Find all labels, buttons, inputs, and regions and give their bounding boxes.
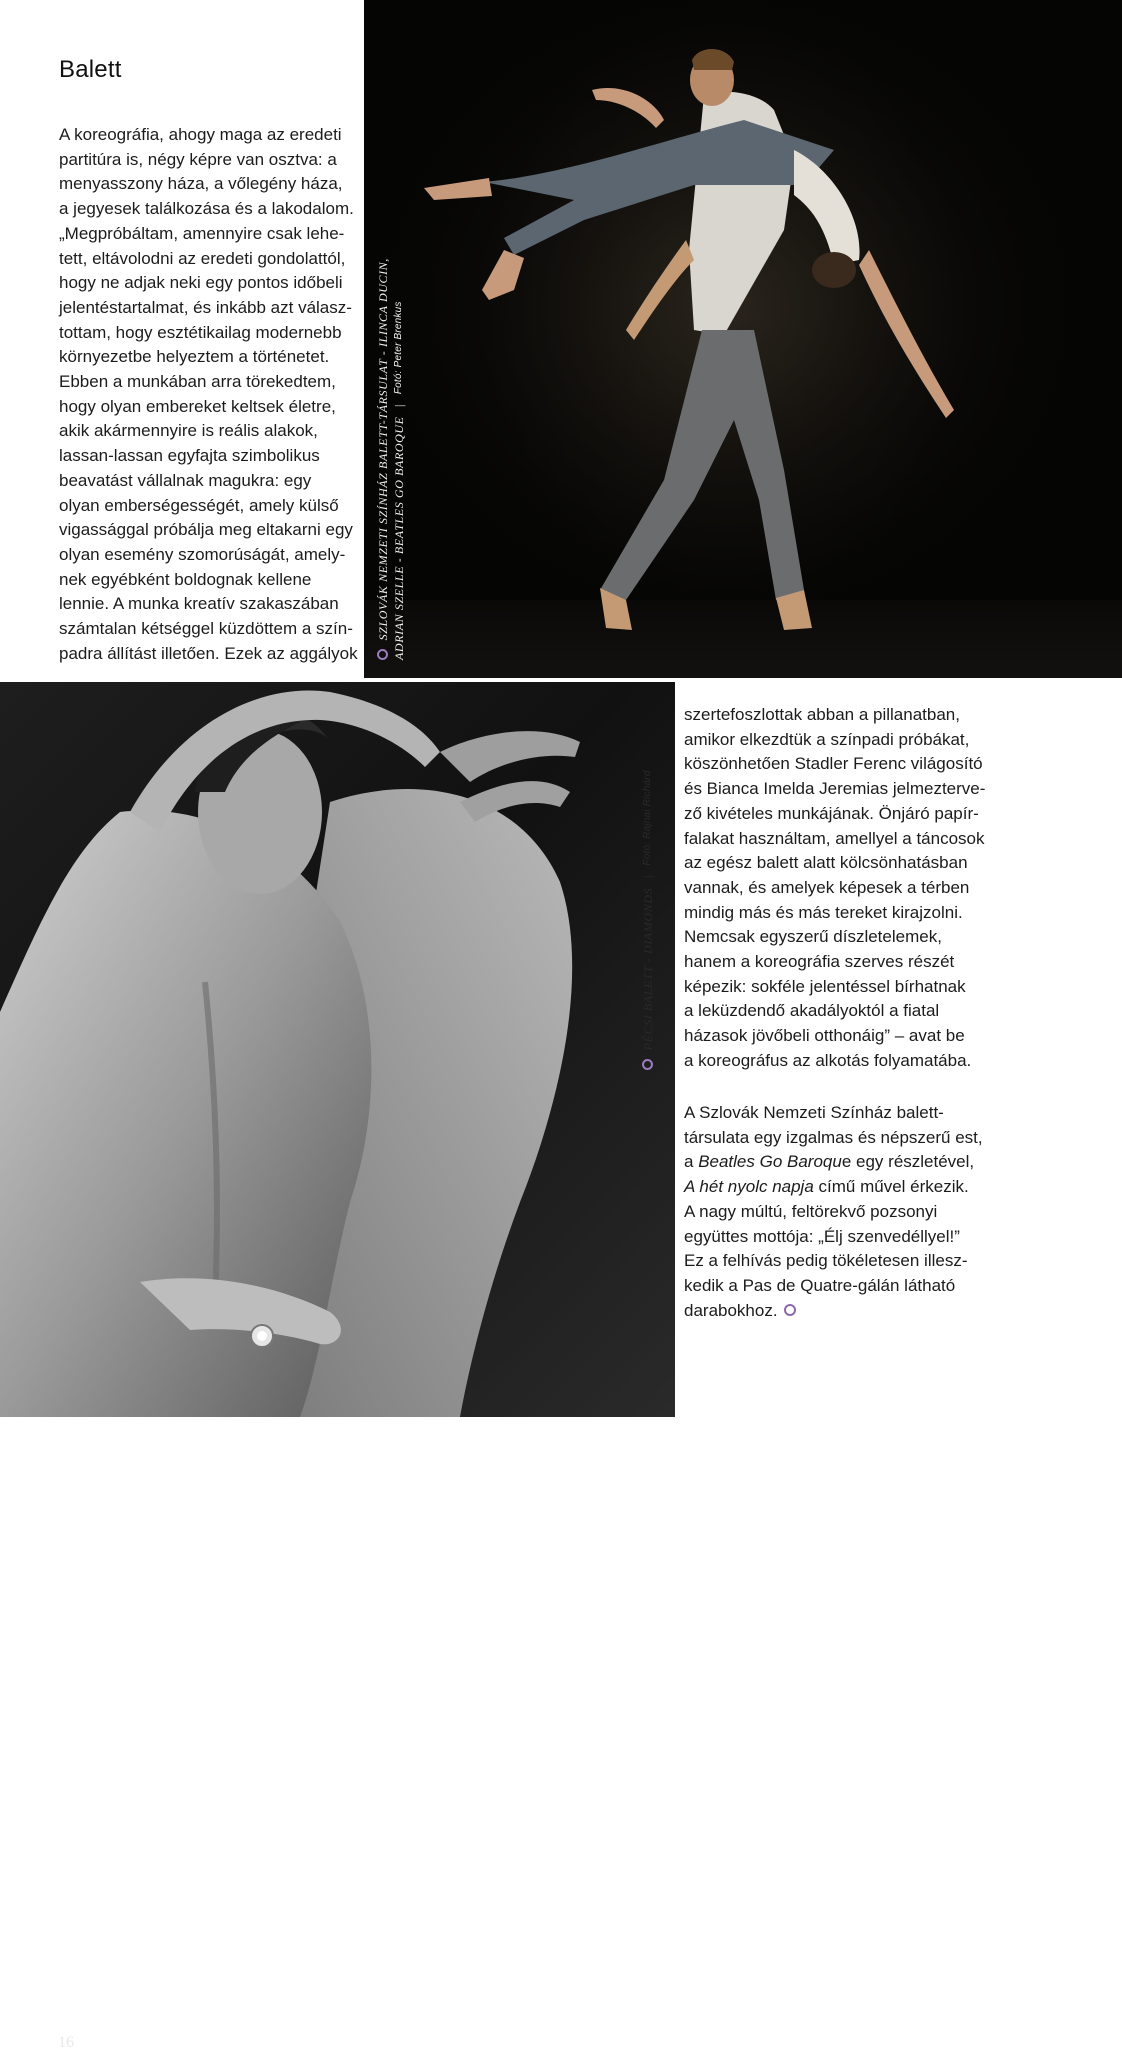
text-line: társulata egy izgalmas és népszerű est, [684,1127,983,1147]
photo2-credit: Fotó: Rajnai Richárd [642,770,653,866]
text-line: vannak, és amelyek képesek a térben [684,877,970,897]
text-line: Nemcsak egyszerű díszletelemek, [684,927,942,947]
photo1-caption [375,190,407,660]
text-line: köszönhetően Stadler Ferenc világosító [684,754,983,774]
text-segment: a [684,1152,699,1172]
text-line: vigassággal próbálja meg eltakarni egy [59,520,353,540]
article-heading: Balett [59,56,122,83]
text-line: számtalan kétséggel küzdöttem a szín- [59,619,353,639]
article-column-3 [684,1101,984,1323]
text-line: A nagy múltú, feltörekvő pozsonyi [684,1201,938,1221]
text-line: tottam, hogy esztétikailag modernebb [59,322,342,342]
text-line [684,1175,984,1200]
title-a-het-nyolc-napja: A hét nyolc napja [684,1177,814,1197]
text-line: olyan esemény szomorúságát, amely- [59,544,346,564]
text-line: a leküzdendő akadályoktól a fiatal [684,1001,940,1021]
stage-dancers-illustration [364,0,1122,678]
article-column-1 [59,123,359,666]
text-segment: című művel érkezik. [813,1177,969,1197]
text-line: a koreográfus az alkotás folyamatába. [684,1050,972,1070]
text-line: A Szlovák Nemzeti Színház balett- [684,1103,944,1122]
text-line: hanem a koreográfia szerves részét [684,952,955,972]
page-number: 16 [58,2034,74,2051]
article-column-2 [684,703,984,1074]
text-line: házasok jövőbeli otthonáig” – avat be [684,1026,965,1046]
text-segment: e egy részletével, [841,1152,975,1172]
embrace-illustration [0,682,675,1417]
caption-bullet-icon [643,1059,654,1070]
text-line: lassan-lassan egyfajta szimbolikus [59,446,320,466]
text-line: képezik: sokféle jelentéssel bírhatnak [684,976,966,996]
photo2-caption [640,730,656,1070]
text-line: az egész balett alatt kölcsönhatásban [684,853,968,873]
text-line: falakat használtam, amellyel a táncosok [684,828,985,848]
text-line [684,1299,984,1324]
text-line: ző kivételes munkájának. Önjáró papír- [684,803,979,823]
photo1-caption-line1: SZLOVÁK NEMZETI SZÍNHÁZ BALETT-TÁRSULAT - ILINCA DUCIN, [376,258,390,641]
text-segment: darabokhoz. [684,1300,778,1320]
text-line: szertefoszlottak abban a pillanatban, [684,705,960,724]
text-line: akik akármennyire is reális alakok, [59,421,318,441]
text-line: hogy olyan embereket keltsek életre, [59,396,336,416]
text-line: partitúra is, négy képre van osztva: a [59,149,337,169]
text-line: jelentéstartalmat, és inkább azt válasz- [59,297,352,317]
text-line: és Bianca Imelda Jeremias jelmezterve- [684,779,986,799]
text-line: olyan emberségességét, amely külső [59,495,339,515]
text-line: hogy ne adjak neki egy pontos időbeli [59,273,343,293]
photo1-credit: Fotó: Peter Brenkus [393,301,404,395]
caption-separator: | [641,875,655,879]
caption-bullet-icon [378,649,389,660]
text-line: kedik a Pas de Quatre-gálán látható [684,1275,956,1295]
text-line: amikor elkezdtük a színpadi próbákat, [684,729,970,749]
text-line: mindig más és más tereket kirajzolni. [684,902,963,922]
photo-ballet-duo-stage [364,0,1122,678]
text-line: nek egyébként boldognak kellene [59,569,312,589]
text-line: környezetbe helyeztem a történetet. [59,347,330,367]
caption-separator: | [392,403,406,407]
photo2-caption-title: PÉCSI BALETT - DIAMONDS [641,887,655,1051]
text-line: lennie. A munka kreatív szakaszában [59,594,339,614]
text-line: padra állítást illetően. Ezek az aggályok [59,643,358,663]
photo-ballet-embrace [0,682,675,2051]
text-line: a jegyesek találkozása és a lakodalom. [59,199,354,219]
title-beatles-go-baroque: Beatles Go Baroqu [698,1152,842,1172]
end-of-article-icon [784,1304,796,1316]
text-line: Ez a felhívás pedig tökéletesen illesz- [684,1251,968,1271]
text-line: beavatást vállalnak magukra: egy [59,470,312,490]
text-line: tett, eltávolodni az eredeti gondolattól, [59,248,346,268]
text-line: menyasszony háza, a vőlegény háza, [59,174,343,194]
photo1-caption-line2: ADRIAN SZELLE - BEATLES GO BAROQUE [392,416,406,660]
text-line [684,1150,984,1175]
text-line: együttes mottója: „Élj szenvedéllyel!” [684,1226,960,1246]
text-line: A koreográfia, ahogy maga az eredeti [59,125,342,144]
text-line: „Megpróbáltam, amennyire csak lehe- [59,223,345,243]
text-line: Ebben a munkában arra törekedtem, [59,372,336,392]
